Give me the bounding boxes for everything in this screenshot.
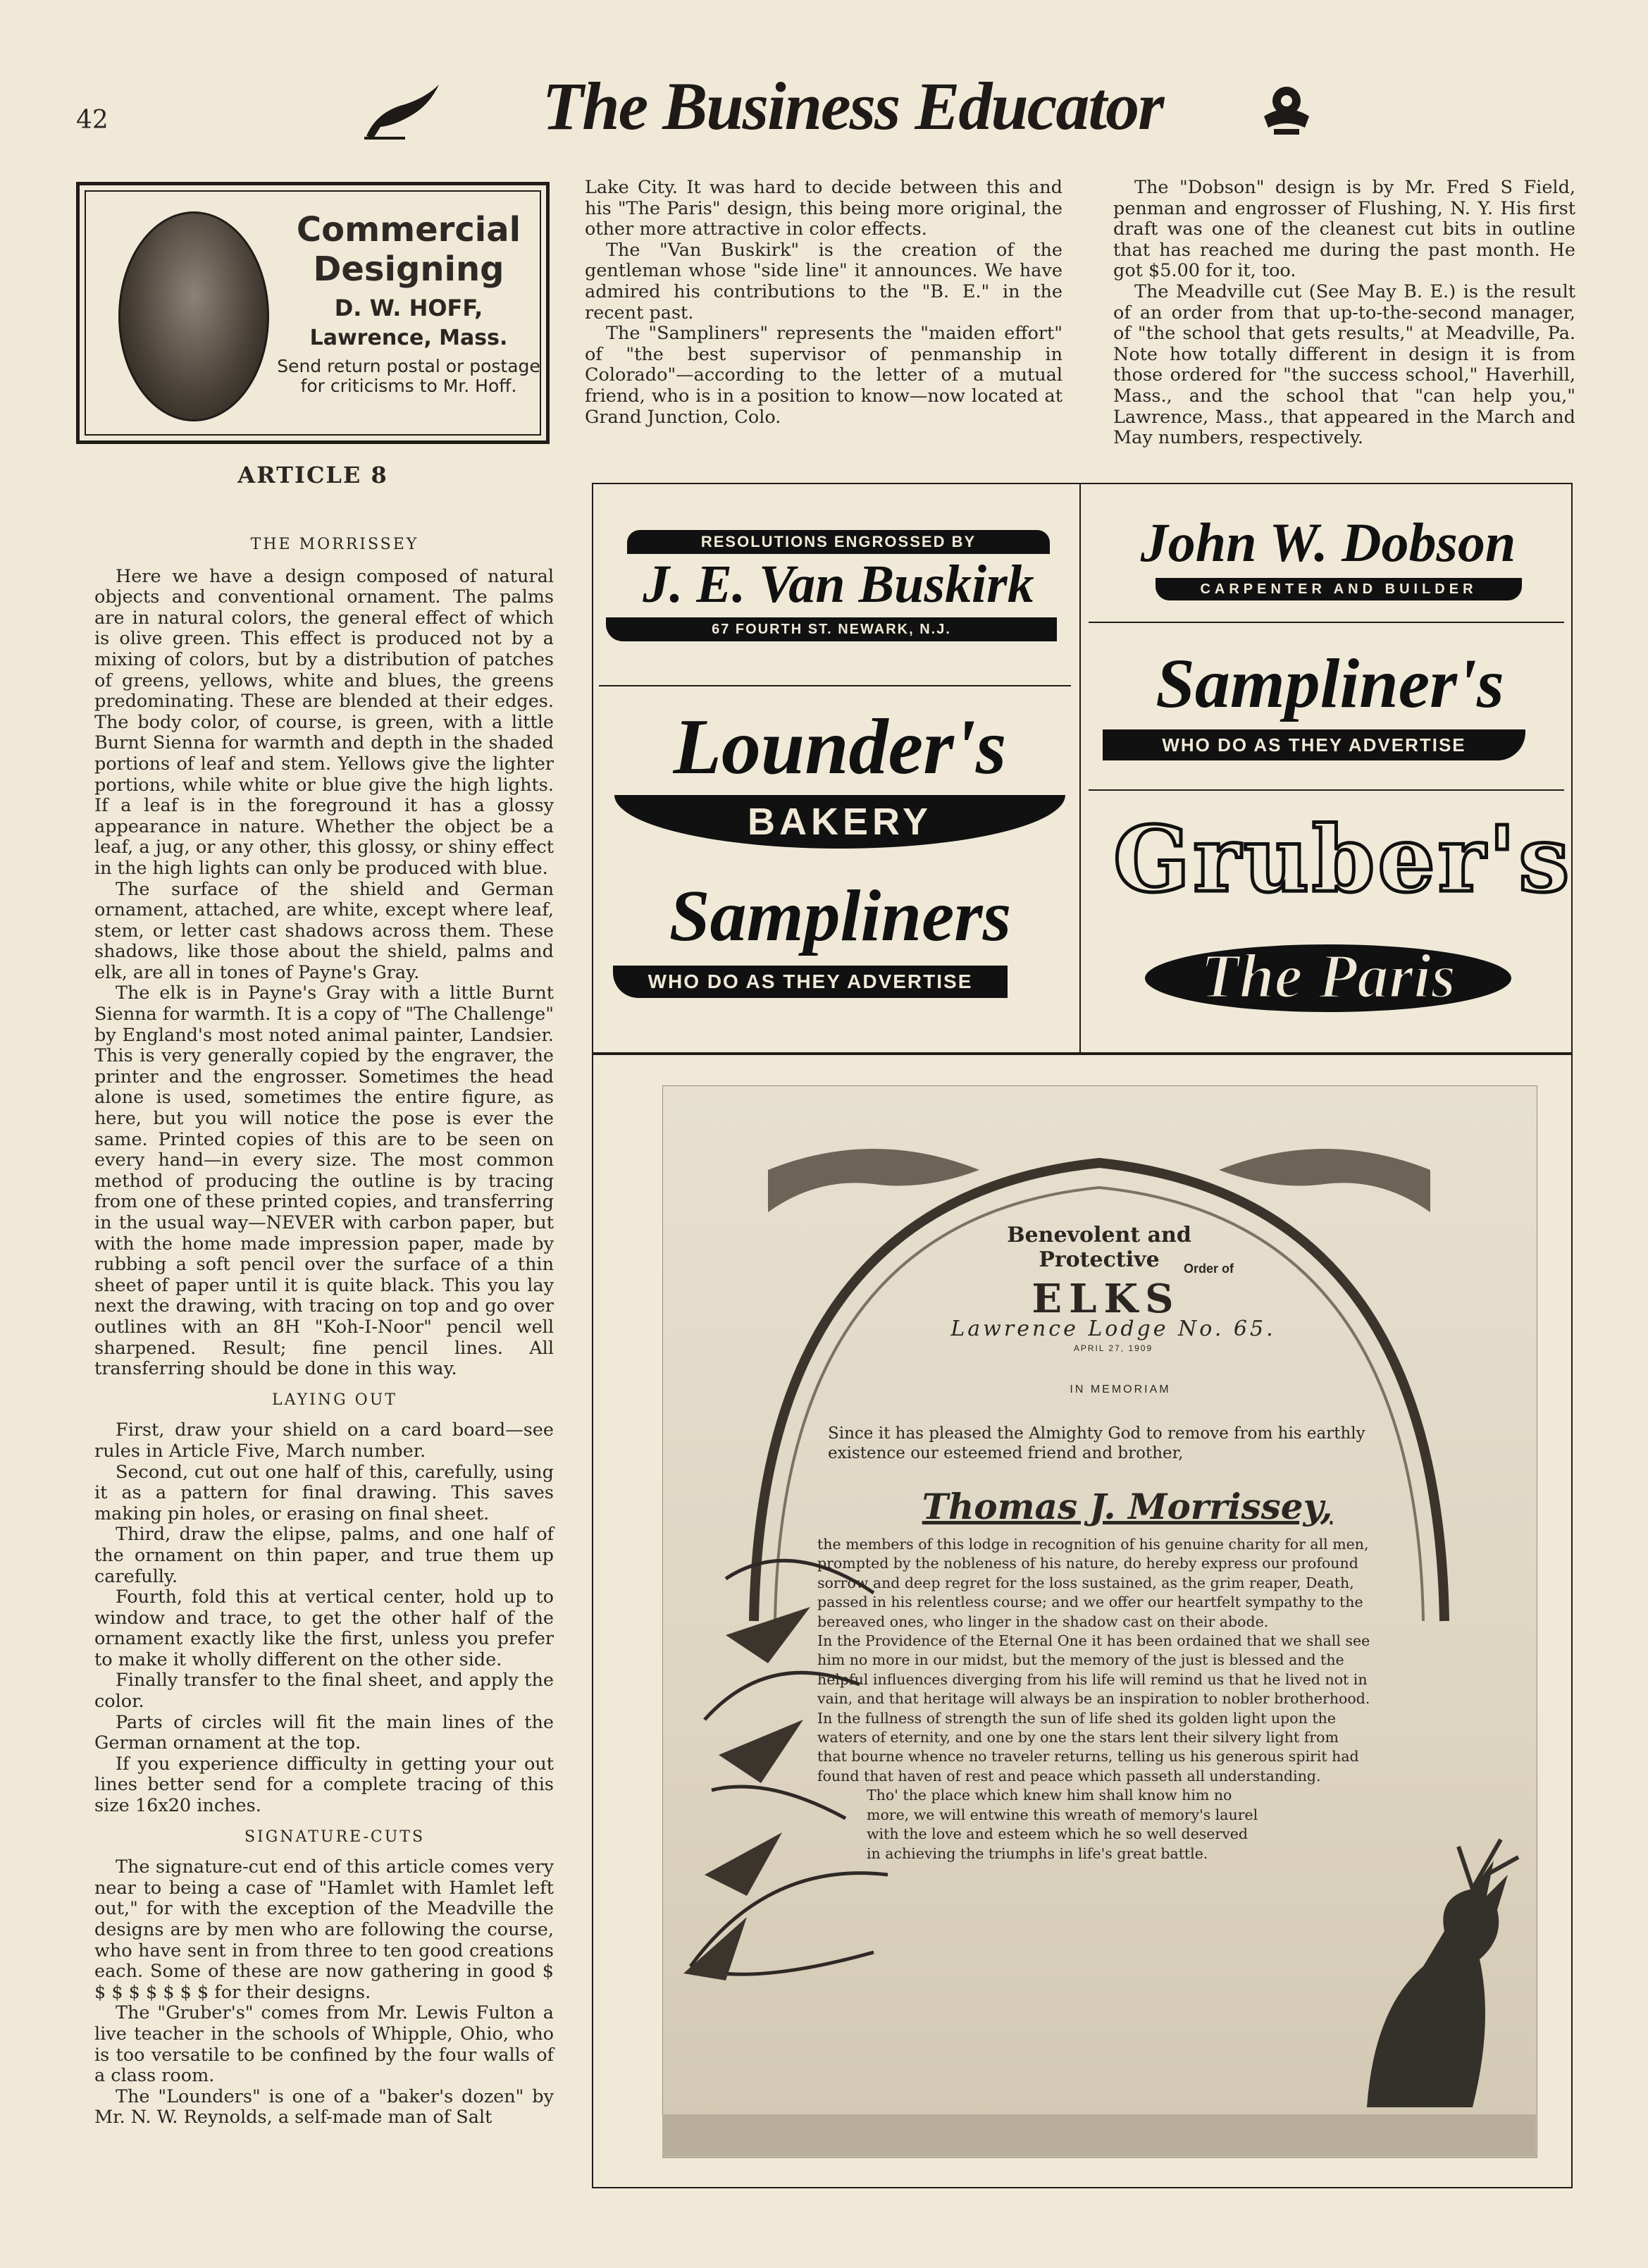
ad-vanbuskirk-name: J. E. Van Buskirk (643, 555, 1034, 614)
paragraph: The "Lounders" is one of a "baker's dozen" by Mr. N. W. Reynolds, a self-made man of Salt (94, 2085, 554, 2128)
memorial-in-memoriam: IN MEMORIAM (1070, 1383, 1171, 1395)
panel-divider (1089, 789, 1564, 791)
article-column-2 (585, 178, 1062, 428)
paragraph: Third, draw the elipse, palms, and one half of the ornament on thin paper, and true them up carefully. (94, 1524, 554, 1587)
ad-sampliners-left-sub: WHO DO AS THEY ADVERTISE (613, 966, 1008, 998)
author-location: Lawrence, Mass. (309, 326, 508, 350)
paragraph: The "Van Buskirk" is the creation of the gentleman whose "side line" it announces. We have admired his contributions to the "B. E." in the recent past. (585, 239, 1062, 323)
ad-sampliners-right (1096, 638, 1564, 779)
paragraph: If you experience difficulty in getting your out lines better send for a complete tracing of this size 16x20 inches. (94, 1753, 554, 1817)
paragraph: The "Gruber's" comes from Mr. Lewis Fulton a live teacher in the schools of Whipple, Ohio, who is too versatile to be confined by the four walls of a class room. (94, 2002, 554, 2087)
ad-dobson-name: John W. Dobson (1140, 512, 1516, 573)
memorial-lodge: Lawrence Lodge No. 65. (950, 1317, 1276, 1341)
ad-sampliners-left-name: Sampliners (669, 875, 1012, 956)
paragraph: The "Dobson" design is by Mr. Fred S Field, penman and engrosser of Flushing, N. Y. His first draft was one of the cleanest cut bits in outline that has reached me during the past month. He got $5.00 for it, too. (1113, 177, 1575, 282)
page-number: 42 (76, 106, 109, 135)
memorial-honoree-name: Thomas J. Morrissey, (922, 1486, 1333, 1527)
paragraph: Parts of circles will fit the main lines of the German ornament at the top. (94, 1711, 554, 1754)
panel-divider (599, 685, 1071, 686)
paragraph: The "Sampliners" represents the "maiden effort" of "the best supervisor of penmanship in Colorado"—according to the letter of a mutual friend, who is in a position to know—now located at Grand Junction, Colo. (585, 323, 1062, 428)
article-number: ARTICLE 8 (237, 462, 388, 488)
article-column-3 (1113, 178, 1575, 449)
ad-lounders (607, 698, 1072, 867)
feature-title-line2: Designing (313, 249, 504, 289)
feature-title (268, 210, 550, 289)
ad-paris-name: The Paris (1200, 942, 1456, 1011)
paragraph: The Meadville cut (See May B. E.) is the result of an order from that up-to-the-second manager, of "the school that gets results," at Meadville, Pa. Note how totally different in design it is from those ordered for "the success school," Haverhill, Mass., and the school that "can help you," Lawrence, Mass., that appeared in the March and May numbers, respectively. (1113, 281, 1575, 449)
paragraph: Here we have a design composed of natural objects and conventional ornament. The palms are in natural colors, the general effect of which is olive green. This effect is produced not by a mixing of colors, but by a distribution of patches of greens, yellows, white and blues, the greens predominating. These are blended at their edges. The body color, of course, is green, with a little Burnt Sienna for warmth and depth in the shaded portions of leaf and stem. Yellows give the lighter portions, while white or blue give the high lights. If a leaf is in the foreground it has a glossy appearance in nature. Whether the object be a leaf, a jug, or any other, this glossy, or shiny effect in the high lights can only be produced with blue. (94, 565, 554, 879)
ad-grubers (1113, 803, 1573, 916)
paragraph: Finally transfer to the final sheet, and apply the color. (94, 1670, 554, 1713)
memorial-body (817, 1535, 1395, 1863)
emblem-icon (1258, 81, 1315, 137)
ad-sampliners-right-name: Sampliner's (1156, 644, 1504, 722)
subheading-morrissey: THE MORRISSEY (250, 536, 419, 553)
paragraph: First, draw your shield on a card board—see rules in Article Five, March number. (94, 1419, 554, 1462)
memorial-paragraph: Tho' the place which knew him shall know him no more, we will entwine this wreath of memory's laurel with the love and esteem which he so well deserved in achieving the triumphs in life's great battle. (867, 1787, 1258, 1862)
paragraph: Fourth, fold this at vertical center, hold up to window and trace, to get the other half of the ornament exactly like the first, unless you prefer to make it wholly different on the other side. (94, 1586, 554, 1670)
ad-dobson (1092, 507, 1564, 613)
paragraph: The signature-cut end of this article comes very near to being a case of "Hamlet with Hamlet left out," for with the exception of the Meadville the designs are by men who are following the course, who have sent in from three to ten good creations each. Some of these are now gathering in good $ $ $ $ $ $ $ $ for their designs. (94, 1856, 554, 2003)
panel-divider (1089, 622, 1564, 623)
memorial-org-line1: Benevolent and Protective (1007, 1223, 1191, 1272)
panel-divider (1079, 483, 1081, 1054)
memorial-paragraph: In the fullness of strength the sun of life shed its golden light upon the waters of eternity, and one by one the stars lent their silvery light from that bourne whence no traveler returns, telling us his generous spirit had found that haven of rest and peace which passeth all understanding. (817, 1709, 1359, 1785)
memorial-opening: Since it has pleased the Almighty God to remove from his earthly existence our esteemed friend and brother, (828, 1424, 1365, 1462)
memorial-org-name: ELKS (1031, 1276, 1181, 1322)
feature-title-line1: Commercial (296, 210, 521, 249)
ad-lounders-sub: BAKERY (614, 795, 1065, 849)
memorial-date: APRIL 27, 1909 (1073, 1343, 1153, 1353)
elk-icon (1367, 1861, 1508, 2107)
ad-vanbuskirk-bottom: 67 FOURTH ST. NEWARK, N.J. (606, 617, 1057, 641)
paragraph: Second, cut out one half of this, carefully, using it as a pattern for final drawing. This saves making pin holes, or erasing on final sheet. (94, 1461, 554, 1524)
ad-paris (1117, 930, 1539, 1022)
ad-grubers-name: Gruber's (1113, 807, 1573, 913)
paragraph: The surface of the shield and German ornament, attached, are white, except where leaf, stem, or letter cast shadows across them. These shadows, like those about the shield, palms and elk, are all in tones of Payne's Gray. (94, 878, 554, 983)
memorial-paragraph: the members of this lodge in recognition of his genuine charity for all men, prompted by the nobleness of his nature, do hereby express our profound sorrow and deep regret for the loss sustained, as the grim reaper, Death, passed in his relentless course; and we offer our heartfelt sympathy to the bereaved ones, who linger in the shadow cast on their abode. (817, 1536, 1369, 1630)
masthead: The Business Educator (542, 68, 1163, 144)
memorial-org-line2: Order of (1184, 1262, 1234, 1276)
author-portrait (118, 211, 269, 421)
ad-sampliners-right-sub: WHO DO AS THEY ADVERTISE (1103, 729, 1525, 760)
paragraph: The elk is in Payne's Gray with a little Burnt Sienna for warmth. It is a copy of "The Challenge" by England's most noted animal painter, Landsier. This is very generally copied by the engraver, the printer and the engrosser. Sometimes the head alone is used, sometimes the entire figure, as here, but you will notice the pose is ever the same. Printed copies of this are to be seen on every hand—in every size. The most common method of producing the outline is by tracing from one of these printed copies, and transferring in the usual way—NEVER with carbon paper, but with the home made impression paper, made by rubbing a soft pencil over the surface of a thin sheet of paper until it is quite black. This you lay next the drawing, with tracing on top and go over outlines with an 8H "Koh-I-Noor" pencil well sharpened. Result; fine pencil lines. All transferring should be done in this way. (94, 982, 554, 1380)
ad-vanbuskirk-top: RESOLUTIONS ENGROSSED BY (627, 530, 1050, 554)
feature-note: Send return postal or postage for criticisms to Mr. Hoff. (277, 356, 540, 396)
subheading-laying-out: LAYING OUT (272, 1391, 397, 1409)
ad-sampliners-left (609, 867, 1071, 1015)
ad-vanbuskirk (606, 530, 1071, 650)
ad-dobson-sub: CARPENTER AND BUILDER (1156, 578, 1522, 600)
subheading-signature-cuts: SIGNATURE-CUTS (244, 1828, 426, 1846)
quill-icon (363, 83, 440, 140)
memorial-paragraph: In the Providence of the Eternal One it has been ordained that we shall see him no more in our midst, but the memory of the just is blessed and the helpful influences diverging from his life will remind us that he lived not in vain, and that heritage will always be an inspiration to nobler brotherhood. (817, 1632, 1370, 1708)
paragraph: Lake City. It was hard to decide between this and his "The Paris" design, this being more original, the other more attractive in color effects. (585, 177, 1062, 240)
author-name: D. W. HOFF, (334, 295, 483, 321)
article-column-1 (94, 534, 554, 2128)
ad-lounders-name: Lounder's (673, 703, 1007, 791)
